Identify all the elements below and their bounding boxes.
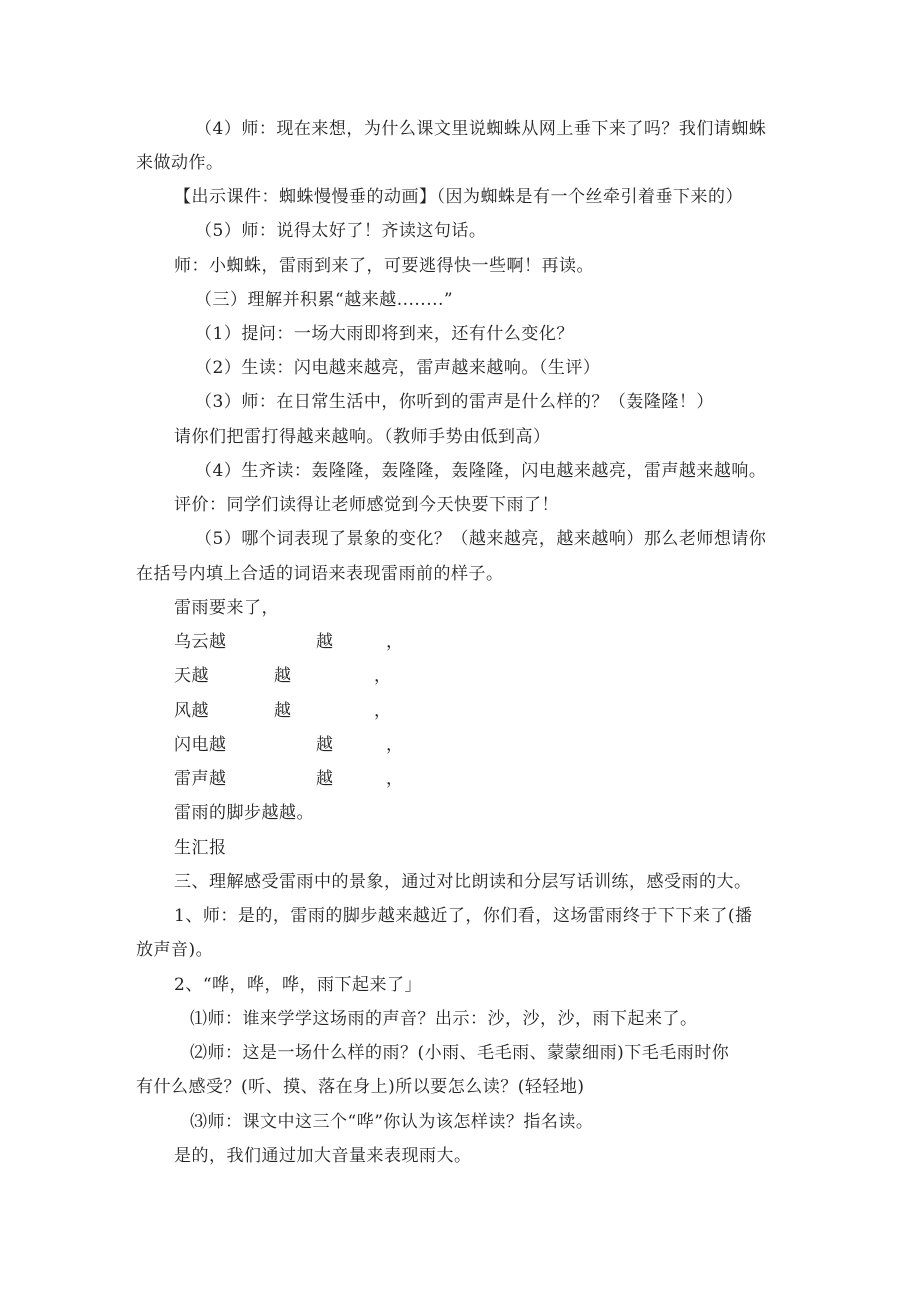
- text-line: （1）提问：一场大雨即将到来，还有什么变化？: [195, 324, 574, 344]
- fill-row-end: ，: [374, 701, 392, 721]
- fill-row-mid: 越: [274, 666, 292, 686]
- text-line: （2）生读：闪电越来越亮，雷声越来越响。（生评）: [195, 358, 601, 378]
- text-line: 师：小蜘蛛，雷雨到来了，可要逃得快一些啊！再读。: [174, 256, 594, 276]
- fill-row-end: ，: [386, 769, 404, 789]
- fill-row-subject: 雷声越: [174, 769, 227, 789]
- fill-row-end: ，: [374, 666, 392, 686]
- fill-row-mid: 越: [316, 632, 334, 652]
- text-line: 1、师：是的，雷雨的脚步越来越近了，你们看，这场雷雨终于下下来了(播: [174, 906, 753, 926]
- fill-row-mid: 越: [316, 735, 334, 755]
- text-line: ⑴师：谁来学学这场雨的声音？出示：沙，沙，沙，雨下起来了。: [190, 1009, 698, 1029]
- text-line: 雷雨的脚步越越。: [174, 803, 314, 823]
- text-line: （3）师：在日常生活中，你听到的雷声是什么样的？（轰隆隆！）: [195, 392, 714, 412]
- fill-row-subject: 天越: [174, 666, 209, 686]
- fill-row-subject: 乌云越: [174, 632, 227, 652]
- section-heading: （三）理解并积累“越来越........”: [195, 290, 454, 310]
- text-line: 放声音)。: [136, 940, 214, 960]
- text-line: （4）师：现在来想，为什么课文里说蜘蛛从网上垂下来了吗？我们请蜘蛛: [195, 119, 767, 139]
- text-line: 是的，我们通过加大音量来表现雨大。: [174, 1146, 472, 1166]
- text-line: 有什么感受？(听、摸、落在身上)所以要怎么读？(轻轻地): [136, 1077, 585, 1097]
- text-line: 在括号内填上合适的词语来表现雷雨前的样子。: [136, 564, 504, 584]
- text-line: （5）哪个词表现了景象的变化？（越来越亮，越来越响）那么老师想请你: [195, 529, 767, 549]
- text-line: ⑵师：这是一场什么样的雨？(小雨、毛毛雨、蒙蒙细雨)下毛毛雨时你: [190, 1043, 730, 1063]
- fill-row-mid: 越: [316, 769, 334, 789]
- fill-row-end: ，: [386, 735, 404, 755]
- text-line: 来做动作。: [136, 153, 224, 173]
- fill-row-subject: 风越: [174, 701, 209, 721]
- text-line: 雷雨要来了，: [174, 598, 279, 618]
- text-line: 【出示课件：蜘蛛慢慢垂的动画】（因为蜘蛛是有一个丝牵引着垂下来的）: [174, 187, 743, 207]
- section-heading: 三、理解感受雷雨中的景象，通过对比朗读和分层写话训练，感受雨的大。: [174, 872, 752, 892]
- text-line: 请你们把雷打得越来越响。（教师手势由低到高）: [174, 427, 551, 447]
- fill-row-end: ，: [386, 632, 404, 652]
- text-line: （5）师：说得太好了！齐读这句话。: [195, 221, 487, 241]
- text-line: 生汇报: [174, 838, 227, 858]
- text-line: 2、“哗，哗，哗，雨下起来了」: [174, 975, 423, 995]
- fill-row-mid: 越: [274, 701, 292, 721]
- fill-row-subject: 闪电越: [174, 735, 227, 755]
- text-line: ⑶师：课文中这三个“哗”你认为该怎样读？指名读。: [190, 1112, 594, 1132]
- text-line: （4）生齐读：轰隆隆，轰隆隆，轰隆隆，闪电越来越亮，雷声越来越响。: [195, 461, 767, 481]
- text-line: 评价：同学们读得让老师感觉到今天快要下雨了！: [174, 495, 559, 515]
